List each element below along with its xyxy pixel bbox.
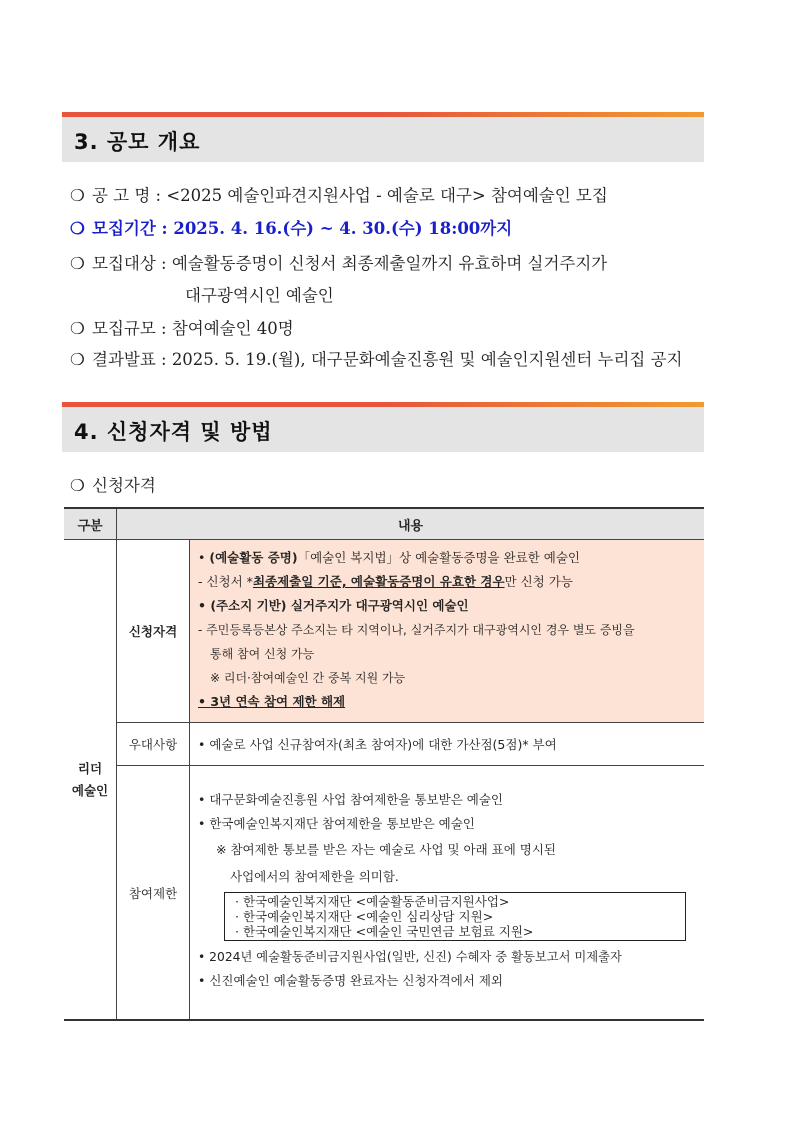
table-header-row [64, 508, 704, 540]
restriction-note: ※ 참여제한 통보를 받은 자는 예술로 사업 및 아래 표에 명시된 [216, 842, 557, 857]
table-row-restriction [64, 766, 704, 1021]
overview-item-target-cont: 대구광역시인 예술인 [185, 286, 334, 305]
list-item: • 3년 연속 참여 제한 해제 [198, 694, 346, 709]
circle-bullet-icon: ❍ [70, 350, 85, 369]
overview-item-target: ❍ 모집대상 : 예술활동증명이 신청서 최종제출일까지 유효하며 실거주지가 [70, 254, 608, 273]
list-item: • 대구문화예술진흥원 사업 참여제한을 통보받은 예술인 [198, 792, 503, 807]
circle-bullet-icon: ❍ [70, 319, 85, 338]
list-item: • (예술활동 증명)「예술인 복지법」상 예술활동증명을 완료한 예술인 [198, 550, 580, 565]
circle-bullet-icon: ❍ [70, 476, 85, 495]
preference-content: • 예술로 사업 신규참여자(최초 참여자)에 대한 가산점(5점)* 부여 [190, 723, 705, 766]
circle-bullet-icon: ❍ [70, 219, 85, 238]
list-item: 통해 참여 신청 가능 [210, 647, 315, 661]
group-label-leader-artist: 리더 예술인 [64, 540, 117, 1021]
list-item: - 신청서 *최종제출일 기준, 예술활동증명이 유효한 경우만 신청 가능 [198, 574, 573, 589]
row-label-preference: 우대사항 [117, 723, 190, 766]
list-item: • (주소지 기반) 실거주지가 대구광역시인 예술인 [198, 598, 469, 613]
row-label-eligibility: 신청자격 [117, 540, 190, 723]
list-item: · 한국예술인복지재단 <예술인 심리상담 지원> [235, 909, 494, 924]
restricted-programs-box [224, 892, 686, 941]
section-3-header [62, 112, 704, 162]
restriction-content [190, 766, 705, 1021]
section-3-title: 3. 공모 개요 [74, 130, 201, 154]
restriction-note-cont: 사업에서의 참여제한을 의미함. [230, 869, 399, 884]
list-item: ※ 리더·참여예술인 간 중복 지원 가능 [210, 671, 406, 685]
eligibility-subheading: ❍ 신청자격 [70, 476, 156, 495]
list-item: · 한국예술인복지재단 <예술활동준비금지원사업> [235, 894, 510, 909]
list-item: • 한국예술인복지재단 참여제한을 통보받은 예술인 [198, 816, 475, 831]
list-item: • 2024년 예술활동준비금지원사업(일반, 신진) 수혜자 중 활동보고서 미제출자 [198, 950, 622, 964]
section-4-header [62, 402, 704, 452]
list-item: - 주민등록등본상 주소지는 타 지역이나, 실거주지가 대구광역시인 경우 별도 증빙을 [198, 623, 635, 637]
row-label-restriction: 참여제한 [117, 766, 190, 1021]
overview-item-result: ❍ 결과발표 : 2025. 5. 19.(월), 대구문화예술진흥원 및 예술인지원센터 누리집 공지 [70, 350, 683, 369]
circle-bullet-icon: ❍ [70, 254, 85, 273]
circle-bullet-icon: ❍ [70, 186, 85, 205]
overview-item-period: ❍ 모집기간 : 2025. 4. 16.(수) ~ 4. 30.(수) 18:00까지 [70, 219, 513, 238]
overview-item-scale: ❍ 모집규모 : 참여예술인 40명 [70, 319, 294, 338]
table-header-category: 구분 [64, 508, 117, 540]
list-item: · 한국예술인복지재단 <예술인 국민연금 보험료 지원> [235, 924, 534, 939]
table-row-preference [64, 723, 704, 766]
eligibility-table [64, 507, 704, 1021]
section-4-title: 4. 신청자격 및 방법 [74, 420, 273, 444]
overview-item-name: ❍ 공 고 명 : <2025 예술인파견지원사업 - 예술로 대구> 참여예술인 모집 [70, 186, 608, 205]
list-item: • 신진예술인 예술활동증명 완료자는 신청자격에서 제외 [198, 973, 503, 988]
eligibility-content [190, 540, 705, 723]
table-row-eligibility [64, 540, 704, 723]
table-header-content: 내용 [117, 508, 705, 540]
